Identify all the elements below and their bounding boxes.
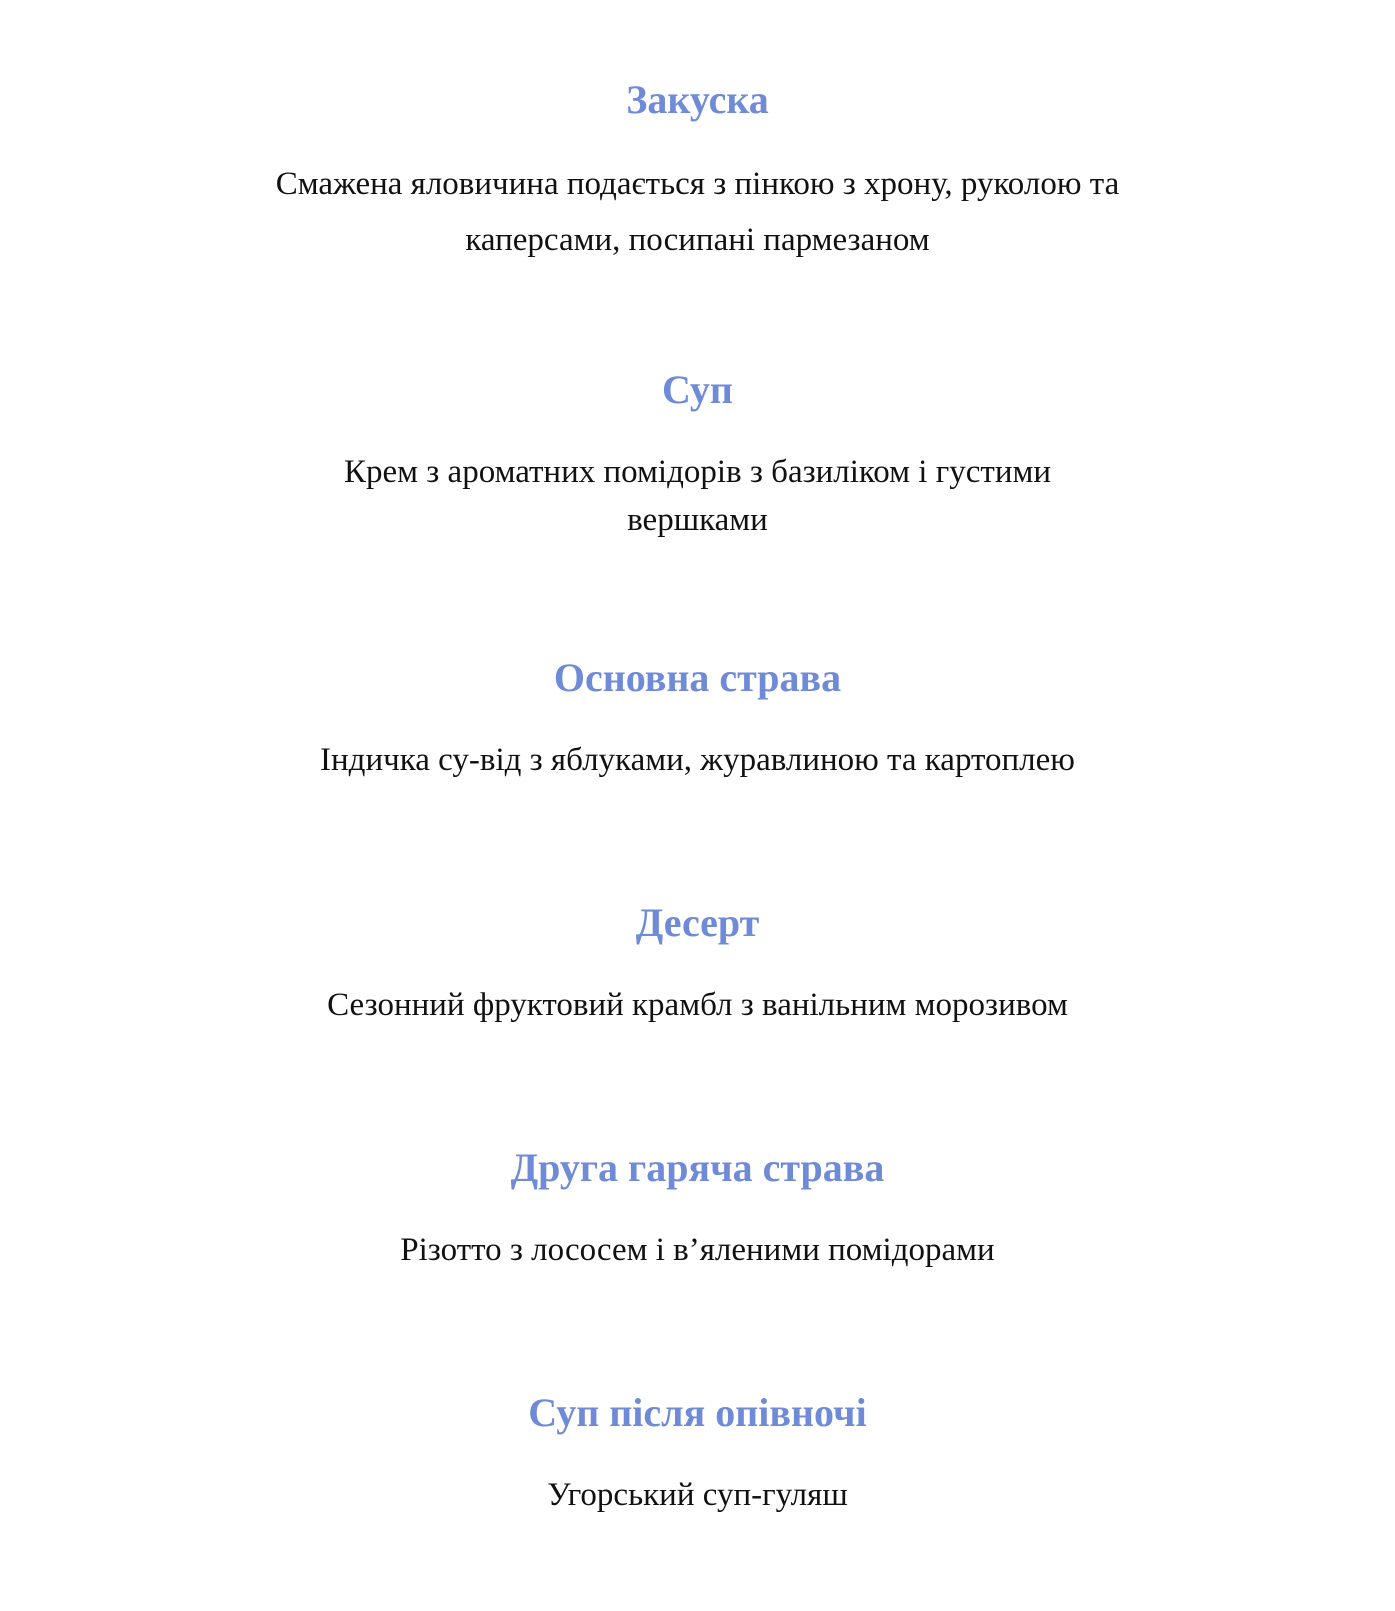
course-title: Друга гаряча страва <box>510 1145 885 1190</box>
course-main <box>0 654 1395 784</box>
course-description: Смажена яловичина подається з пінкою з хрону, руколою та каперсами, посипані пармезаном <box>275 166 1120 258</box>
course-description: Сезонний фруктовий крамбл з ванільним морозивом <box>327 987 1068 1023</box>
course-title: Суп <box>662 367 733 412</box>
course-description: Крем з ароматних помідорів з базиліком і густими вершками <box>343 454 1052 538</box>
course-soup <box>0 366 1395 544</box>
course-description: Угорський суп-гуляш <box>547 1477 848 1513</box>
course-title: Суп після опівночі <box>528 1390 867 1435</box>
course-title: Закуска <box>626 77 769 122</box>
course-title: Основна страва <box>553 655 842 700</box>
course-description: Різотто з лососем і в’яленими помідорами <box>400 1232 995 1268</box>
course-second-hot <box>0 1144 1395 1274</box>
course-description: Індичка су-від з яблуками, журавлиною та картоплею <box>320 742 1075 778</box>
course-title: Десерт <box>635 900 760 945</box>
course-dessert <box>0 899 1395 1029</box>
course-midnight-soup <box>0 1389 1395 1519</box>
course-appetizer <box>0 76 1395 268</box>
